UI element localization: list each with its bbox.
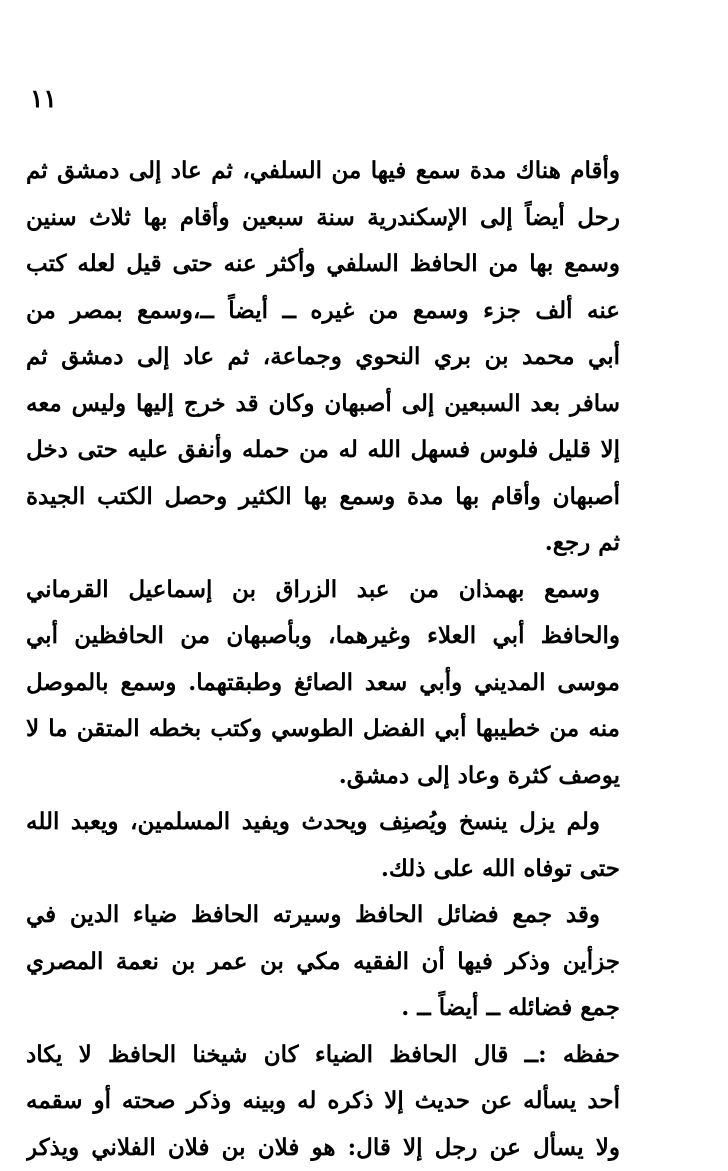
text-line: وسمع بهمذان من عبد الزراق بن إسماعيل القرماني: [26, 567, 620, 614]
text-line: أصبهان وأقام بها مدة وسمع بها الكثير وحصل الكتب الجيدة: [26, 474, 620, 521]
text-line: إلا قليل فلوس فسهل الله له من حمله وأنفق عليه حتى دخل: [26, 427, 620, 474]
text-line: أحد يسأله عن حديث إلا ذكره له وبينه وذكر صحته أو سقمه: [26, 1078, 620, 1125]
text-line: أبي محمد بن بري النحوي وجماعة، ثم عاد إلى دمشق ثم: [26, 334, 620, 381]
text-line: وقد جمع فضائل الحافظ وسيرته الحافظ ضياء الدين في: [26, 892, 620, 939]
text-line: ولا يسأل عن رجل إلا قال: هو فلان بن فلان الفلاني ويذكر: [26, 1125, 620, 1171]
text-line: حتى توفاه الله على ذلك.: [26, 846, 620, 893]
text-line: منه من خطيبها أبي الفضل الطوسي وكتب بخطه المتقن ما لا: [26, 706, 620, 753]
paragraph-4: [26, 892, 620, 1032]
text-line: جزأين وذكر فيها أن الفقيه مكي بن عمر بن نعمة المصري: [26, 939, 620, 986]
paragraph-1: [26, 148, 620, 567]
text-line: والحافظ أبي العلاء وغيرهما، وبأصبهان من الحافظين أبي: [26, 613, 620, 660]
text-line: يوصف كثرة وعاد إلى دمشق.: [26, 753, 620, 800]
text-line: ثم رجع.: [26, 520, 620, 567]
text-line: موسى المديني وأبي سعد الصائغ وطبقتهما. وسمع بالموصل: [26, 660, 620, 707]
page-number: ١١: [30, 84, 57, 114]
text-line: وسمع بها من الحافظ السلفي وأكثر عنه حتى قيل لعله كتب: [26, 241, 620, 288]
text-line: [26, 1032, 620, 1079]
text-line: عنه ألف جزء وسمع من غيره ــ أيضاً ــ،وسمع بمصر من: [26, 288, 620, 335]
text-line: ولم يزل ينسخ ويُصنِف ويحدث ويفيد المسلمين، ويعبد الله: [26, 799, 620, 846]
paragraph-2: [26, 567, 620, 800]
text-line: سافر بعد السبعين إلى أصبهان وكان قد خرج إليها وليس معه: [26, 381, 620, 428]
section-term: حفظه :ــ: [525, 1041, 620, 1068]
paragraph-3: [26, 799, 620, 892]
text-line: وأقام هناك مدة سمع فيها من السلفي، ثم عاد إلى دمشق ثم: [26, 148, 620, 195]
text-line: رحل أيضاً إلى الإسكندرية سنة سبعين وأقام بها ثلاث سنين: [26, 195, 620, 242]
page-text: [26, 148, 620, 1171]
paragraph-5: [26, 1032, 620, 1171]
text-line: جمع فضائله ــ أيضاً ــ .: [26, 985, 620, 1032]
text-line-rest: قال الحافظ الضياء كان شيخنا الحافظ لا يكاد: [26, 1041, 508, 1068]
